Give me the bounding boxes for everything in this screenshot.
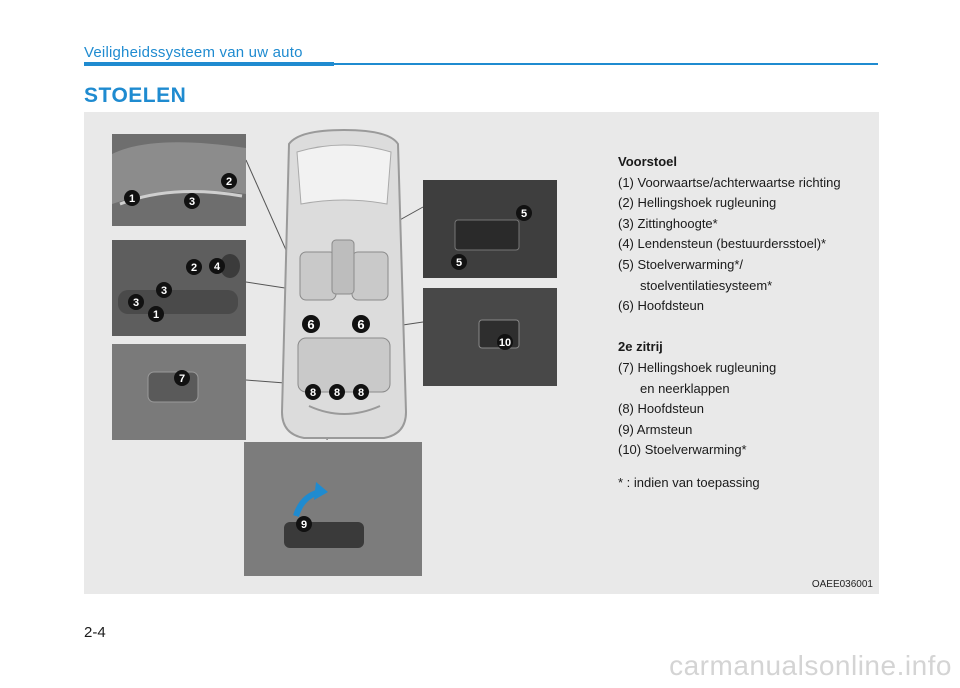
callout-8-center: 8 xyxy=(333,387,341,399)
callout-8-left: 8 xyxy=(309,387,317,399)
callout-10: 10 xyxy=(498,337,512,349)
callout-3: 3 xyxy=(160,285,168,297)
callout-8-right: 8 xyxy=(357,387,365,399)
callout-2: 2 xyxy=(225,176,233,188)
callout-6-right: 6 xyxy=(357,317,365,332)
legend-item: (7) Hellingshoek rugleuning xyxy=(618,359,777,375)
photo-rear-seatback-lever xyxy=(112,344,246,440)
header-rule-thick xyxy=(84,62,334,66)
photo-rear-seat-heater xyxy=(423,288,557,386)
callout-2: 2 xyxy=(190,262,198,274)
callout-7: 7 xyxy=(178,373,186,385)
callout-3: 3 xyxy=(132,297,140,309)
callout-3: 3 xyxy=(188,196,196,208)
callout-9: 9 xyxy=(300,519,308,531)
legend-item: (2) Hellingshoek rugleuning xyxy=(618,195,777,211)
callout-5: 5 xyxy=(520,208,528,220)
callout-5: 5 xyxy=(455,257,463,269)
photo-front-seat-controls xyxy=(112,134,246,226)
section-title: Veiligheidssysteem van uw auto xyxy=(84,44,303,61)
callout-1: 1 xyxy=(128,193,136,205)
watermark: carmanualsonline.info xyxy=(669,650,952,681)
figure-code: OAEE036001 xyxy=(811,579,873,590)
legend-item: (6) Hoofdsteun xyxy=(618,298,704,314)
photo-rear-armrest xyxy=(244,442,422,576)
seat-overview-figure xyxy=(84,112,879,594)
legend-item: (3) Zittinghoogte* xyxy=(618,215,718,231)
legend-footnote: * : indien van toepassing xyxy=(618,474,760,490)
photo-power-seat-switches xyxy=(112,240,246,336)
callout-1: 1 xyxy=(152,309,160,321)
callout-4: 4 xyxy=(213,261,221,273)
photo-seat-heater-switches xyxy=(423,180,557,278)
seat-legend xyxy=(618,152,888,494)
legend-item: (5) Stoelverwarming*/ xyxy=(618,256,743,272)
legend-item-continuation: stoelventilatiesysteem* xyxy=(640,277,773,293)
page-heading: STOELEN xyxy=(84,84,187,107)
page-number: 2-4 xyxy=(84,624,106,641)
legend-item: (10) Stoelverwarming* xyxy=(618,442,747,458)
legend-item: (4) Lendensteun (bestuurdersstoel)* xyxy=(618,236,827,252)
legend-rear-title: 2e zitrij xyxy=(618,339,663,355)
legend-item-continuation: en neerklappen xyxy=(640,380,730,396)
callout-6-left: 6 xyxy=(307,317,315,332)
header-rule-thin xyxy=(334,63,878,65)
legend-item: (8) Hoofdsteun xyxy=(618,401,704,417)
legend-front-title: Voorstoel xyxy=(618,154,677,169)
legend-item: (9) Armsteun xyxy=(618,421,693,437)
legend-item: (1) Voorwaartse/achterwaartse richting xyxy=(618,174,841,190)
